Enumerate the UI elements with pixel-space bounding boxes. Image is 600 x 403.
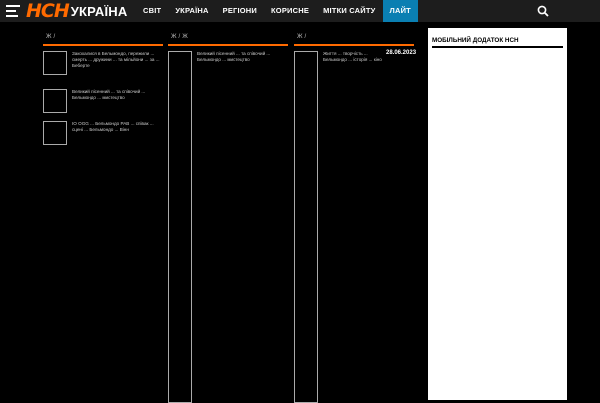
nav-item-lait[interactable]: ЛАЙТ [383,0,418,22]
news-column-1 [43,34,163,400]
nav-item-svit[interactable]: СВІТ [143,6,162,15]
news-thumbnail[interactable] [43,121,67,145]
nav-item-regiony[interactable]: РЕГІОНИ [222,6,258,15]
news-title[interactable]: Великий пісенний ... та співочий ... Бельмондо ... мистецтво [197,51,271,63]
news-item[interactable] [168,51,288,403]
column-header: Ж/ [43,34,163,46]
nav-item-mitky-saitu[interactable]: МІТКИ САЙТУ [323,6,376,15]
news-column-3 [294,34,417,400]
menu-icon[interactable] [6,5,20,17]
news-thumbnail[interactable] [43,51,67,75]
mobile-app-title[interactable]: МОБІЛЬНИЙ ДОДАТОК НСН [432,37,563,48]
news-date: 28.06.2023 [386,50,417,56]
news-title[interactable]: IO OGG ... Бельмондо РАВ ... співак ... сцені ... Бельмондо ... Вінн [72,121,154,133]
nav-item-ukraina[interactable]: УКРАЇНА [175,6,209,15]
news-item[interactable] [43,89,163,113]
sidebar-widget [428,28,567,400]
news-item[interactable] [294,50,417,403]
news-title[interactable]: Життя ... творчість ... Бельмондо ... історія ... кіно [323,51,382,63]
column-header: Ж/Ж [168,34,288,46]
news-title[interactable]: Закохалися в Бельмондо, пережили ... смерть ... дружини ... та мільйони ... за ... Беберте [72,51,160,69]
news-thumbnail[interactable] [43,89,67,113]
logo-nsn: НСН [26,0,69,22]
news-item[interactable] [43,51,163,75]
main-nav [136,0,418,22]
nav-item-korysne[interactable]: КОРИСНЕ [271,6,310,15]
news-thumbnail[interactable] [168,51,192,403]
search-icon[interactable] [537,5,549,17]
site-logo[interactable] [26,1,127,21]
logo-ukraina: УКРАЇНА [70,3,128,19]
news-thumbnail[interactable] [294,51,318,403]
news-item[interactable] [43,121,163,145]
news-column-2 [168,34,288,400]
news-title[interactable]: Великий пісенний ... та співочий ... Бельмондо ... мистецтво [72,89,146,101]
column-header: Ж/ [294,34,414,46]
top-navigation-bar [0,0,600,22]
